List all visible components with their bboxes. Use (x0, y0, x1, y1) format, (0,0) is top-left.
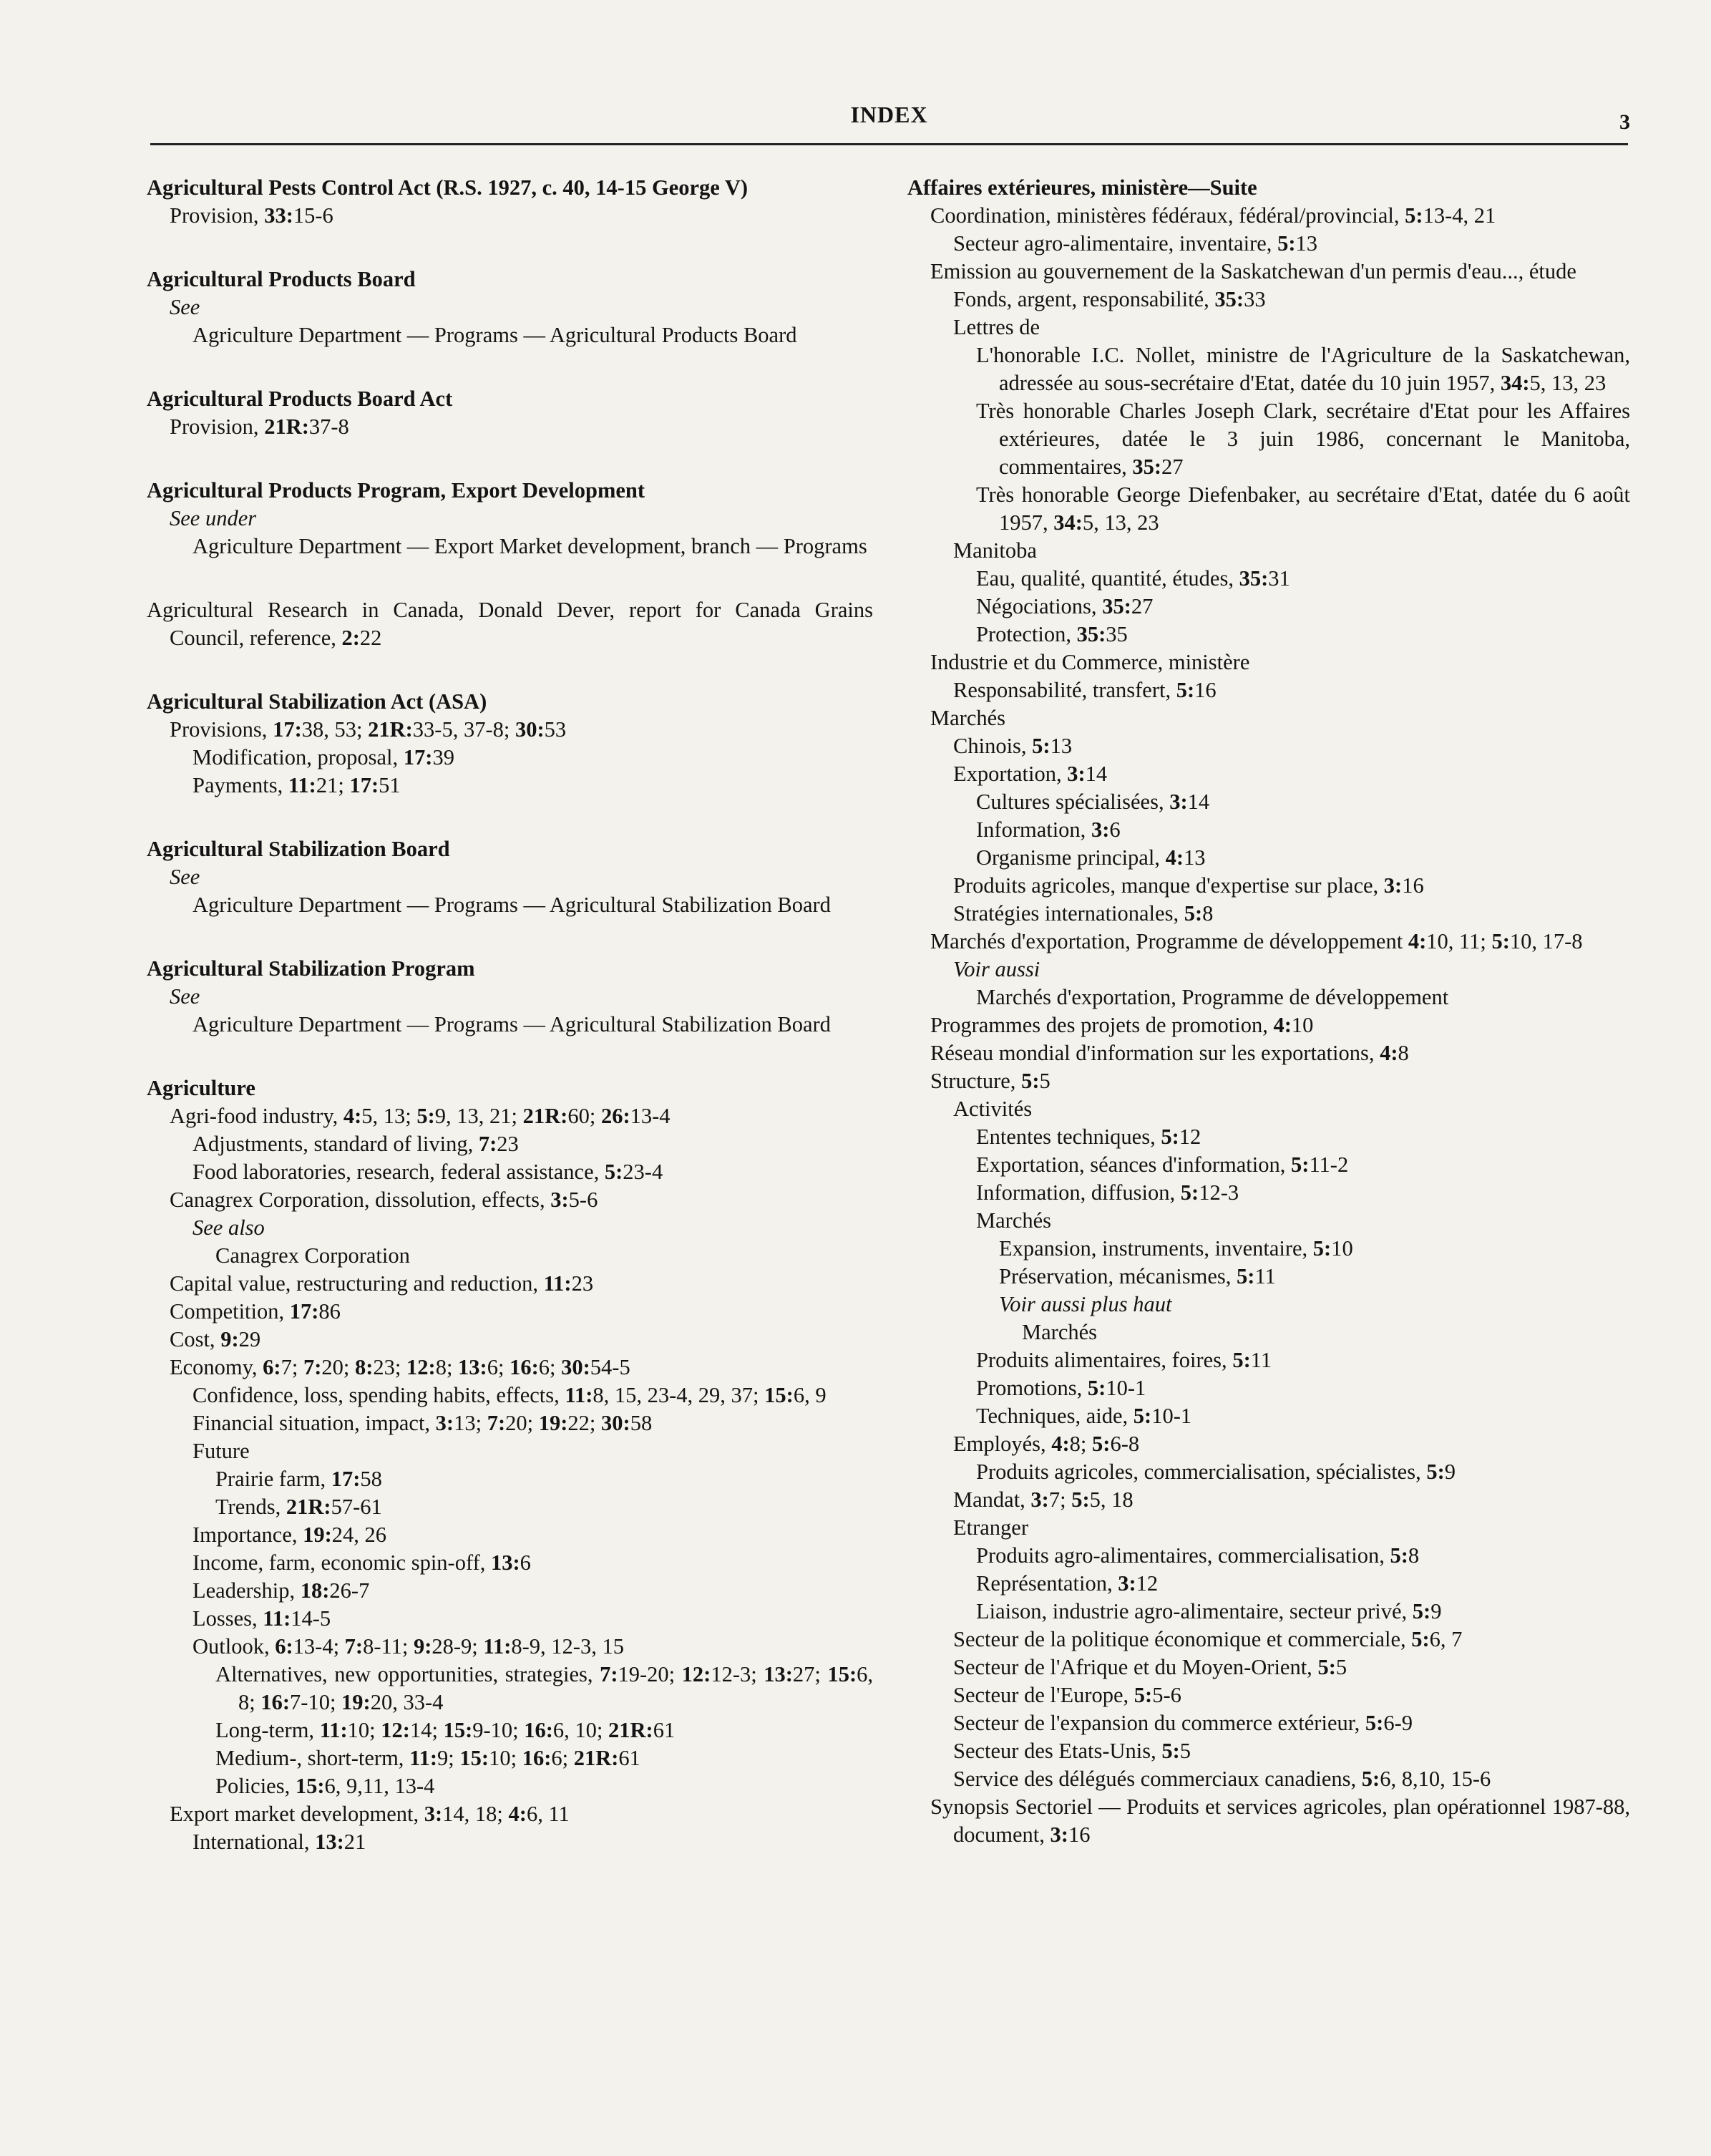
index-entry (907, 174, 1630, 1849)
index-subentry: Provisions, 17:38, 53; 21R:33-5, 37-8; 30:53 (170, 717, 567, 742)
index-subentry: Techniques, aide, 5:10-1 (976, 1404, 1192, 1428)
index-subentry: See (170, 984, 200, 1009)
index-entry (147, 477, 873, 560)
index-subentry: Secteur agro-alimentaire, inventaire, 5:13 (953, 231, 1317, 256)
index-subentry: L'honorable I.C. Nollet, ministre de l'Agriculture de la Saskatchewan, adressée au sous-secrétaire d'Etat, datée du 10 juin 1957, 34:5, 13, 23 (976, 343, 1630, 395)
index-subentry: See under (170, 506, 257, 530)
index-subentry: Représentation, 3:12 (976, 1571, 1159, 1596)
index-subentry: Medium-, short-term, 11:9; 15:10; 16:6; 21R:61 (215, 1746, 640, 1770)
index-subentry: Alternatives, new opportunities, strategies, 7:19-20; 12:12-3; 13:27; 15:6, 8; 16:7-10; 19:20, 33-4 (215, 1662, 873, 1714)
index-subentry: Leadership, 18:26-7 (192, 1578, 370, 1603)
index-subentry: Modification, proposal, 17:39 (192, 745, 454, 769)
index-subentry: Export market development, 3:14, 18; 4:6, 11 (170, 1802, 570, 1826)
index-entry (147, 174, 873, 230)
index-subentry: Réseau mondial d'information sur les exportations, 4:8 (930, 1041, 1409, 1065)
index-subentry: Mandat, 3:7; 5:5, 18 (953, 1487, 1134, 1512)
index-subentry: Synopsis Sectoriel — Produits et services agricoles, plan opérationnel 1987-88, document, 3:16 (930, 1795, 1630, 1847)
index-heading: Agriculture (147, 1076, 255, 1100)
index-subentry: Coordination, ministères fédéraux, fédéral/provincial, 5:13-4, 21 (930, 203, 1496, 228)
index-subentry: Economy, 6:7; 7:20; 8:23; 12:8; 13:6; 16:6; 30:54-5 (170, 1355, 630, 1379)
index-subentry: Chinois, 5:13 (953, 734, 1073, 758)
index-subentry: Eau, qualité, quantité, études, 35:31 (976, 566, 1290, 591)
index-subentry: Négociations, 35:27 (976, 594, 1154, 618)
index-subentry: Prairie farm, 17:58 (215, 1467, 382, 1491)
index-subentry: Expansion, instruments, inventaire, 5:10 (999, 1236, 1353, 1261)
index-subentry: Provision, 33:15-6 (170, 203, 333, 228)
index-subentry: Agriculture Department — Programs — Agricultural Stabilization Board (192, 893, 831, 917)
index-subentry: Marchés (1022, 1320, 1098, 1344)
index-heading: Affaires extérieures, ministère—Suite (907, 175, 1257, 200)
index-subentry: Secteur de l'Afrique et du Moyen-Orient, 5:5 (953, 1655, 1347, 1679)
index-subentry: Voir aussi plus haut (999, 1292, 1172, 1316)
index-subentry: Ententes techniques, 5:12 (976, 1125, 1201, 1149)
index-subentry: Préservation, mécanismes, 5:11 (999, 1264, 1276, 1288)
index-subentry: Produits agro-alimentaires, commercialisation, 5:8 (976, 1543, 1420, 1568)
index-subentry: Food laboratories, research, federal assistance, 5:23-4 (192, 1160, 663, 1184)
index-subentry: Responsabilité, transfert, 5:16 (953, 678, 1217, 702)
index-heading: Agricultural Products Program, Export Development (147, 478, 645, 502)
index-subentry: Cost, 9:29 (170, 1327, 261, 1351)
index-subentry: Produits alimentaires, foires, 5:11 (976, 1348, 1272, 1372)
index-subentry: Exportation, séances d'information, 5:11-2 (976, 1152, 1349, 1177)
index-subentry: Programmes des projets de promotion, 4:10 (930, 1013, 1314, 1037)
index-subentry: Industrie et du Commerce, ministère (930, 650, 1250, 674)
index-subentry: Provision, 21R:37-8 (170, 414, 349, 439)
index-subentry: Organisme principal, 4:13 (976, 845, 1206, 870)
right-column (907, 174, 1630, 1885)
index-subentry: Agriculture Department — Programs — Agricultural Stabilization Board (192, 1012, 831, 1036)
index-subentry: Financial situation, impact, 3:13; 7:20; 19:22; 30:58 (192, 1411, 653, 1435)
index-heading: Agricultural Products Board Act (147, 387, 453, 411)
page-header (150, 100, 1628, 145)
index-subentry: Fonds, argent, responsabilité, 35:33 (953, 287, 1266, 311)
index-subentry: Agri-food industry, 4:5, 13; 5:9, 13, 21; 21R:60; 26:13-4 (170, 1104, 671, 1128)
index-subentry: Secteur de la politique économique et commerciale, 5:6, 7 (953, 1627, 1463, 1651)
index-subentry: Marchés (930, 706, 1006, 730)
index-subentry: Agriculture Department — Export Market development, branch — Programs (192, 534, 867, 558)
index-subentry: Information, diffusion, 5:12-3 (976, 1180, 1239, 1205)
index-subentry: Produits agricoles, commercialisation, spécialistes, 5:9 (976, 1460, 1456, 1484)
index-subentry: Liaison, industrie agro-alimentaire, secteur privé, 5:9 (976, 1599, 1442, 1623)
index-subentry: Produits agricoles, manque d'expertise sur place, 3:16 (953, 873, 1424, 898)
index-subentry: Adjustments, standard of living, 7:23 (192, 1132, 519, 1156)
index-subentry: Employés, 4:8; 5:6-8 (953, 1432, 1140, 1456)
index-entry (147, 385, 873, 441)
index-subentry: Long-term, 11:10; 12:14; 15:9-10; 16:6, 10; 21R:61 (215, 1718, 676, 1742)
index-subentry: Capital value, restructuring and reduction, 11:23 (170, 1271, 594, 1296)
index-subentry: Canagrex Corporation, dissolution, effects, 3:5-6 (170, 1188, 598, 1212)
index-subentry: Marchés d'exportation, Programme de développement 4:10, 11; 5:10, 17-8 (930, 929, 1583, 953)
index-subentry: Manitoba (953, 538, 1037, 563)
index-subentry: Competition, 17:86 (170, 1299, 341, 1324)
index-heading: Agricultural Research in Canada, Donald Dever, report for Canada Grains Council, reference, 2:22 (147, 598, 873, 650)
index-subentry: Exportation, 3:14 (953, 762, 1108, 786)
index-entry (147, 688, 873, 800)
index-subentry: Structure, 5:5 (930, 1069, 1051, 1093)
index-subentry: Promotions, 5:10-1 (976, 1376, 1146, 1400)
index-subentry: Etranger (953, 1515, 1028, 1540)
index-subentry: Future (192, 1439, 250, 1463)
index-subentry: Très honorable Charles Joseph Clark, secrétaire d'Etat pour les Affaires extérieures, datée le 3 juin 1986, concernant le Manitoba, commentaires, 35:27 (976, 399, 1630, 479)
index-subentry: See also (192, 1215, 265, 1240)
index-entry (147, 266, 873, 349)
index-subentry: Policies, 15:6, 9,11, 13-4 (215, 1774, 435, 1798)
index-entry (147, 596, 873, 652)
index-subentry: Income, farm, economic spin-off, 13:6 (192, 1550, 531, 1575)
index-subentry: See (170, 865, 200, 889)
index-heading: Agricultural Pests Control Act (R.S. 1927, c. 40, 14-15 George V) (147, 175, 749, 200)
index-subentry: Cultures spécialisées, 3:14 (976, 790, 1210, 814)
index-subentry: Canagrex Corporation (215, 1243, 410, 1268)
index-subentry: Voir aussi (953, 957, 1040, 981)
index-entry (147, 835, 873, 919)
index-subentry: Information, 3:6 (976, 817, 1121, 842)
index-heading: Agricultural Stabilization Program (147, 956, 475, 981)
index-subentry: Payments, 11:21; 17:51 (192, 773, 401, 797)
index-heading: Agricultural Stabilization Board (147, 837, 450, 861)
index-subentry: Secteur de l'expansion du commerce extérieur, 5:6-9 (953, 1711, 1413, 1735)
index-subentry: Confidence, loss, spending habits, effects, 11:8, 15, 23-4, 29, 37; 15:6, 9 (192, 1383, 827, 1407)
index-subentry: Secteur de l'Europe, 5:5-6 (953, 1683, 1181, 1707)
index-subentry: Losses, 11:14-5 (192, 1606, 331, 1631)
index-subentry: Stratégies internationales, 5:8 (953, 901, 1214, 926)
index-subentry: See (170, 295, 200, 319)
index-subentry: Service des délégués commerciaux canadiens, 5:6, 8,10, 15-6 (953, 1767, 1491, 1791)
page-number: 3 (1619, 110, 1630, 134)
page-title: INDEX (850, 102, 928, 127)
index-subentry: Trends, 21R:57-61 (215, 1495, 382, 1519)
index-subentry: Protection, 35:35 (976, 622, 1128, 646)
index-subentry: Importance, 19:24, 26 (192, 1523, 387, 1547)
index-subentry: Activités (953, 1097, 1033, 1121)
left-column (147, 174, 873, 1892)
index-subentry: Lettres de (953, 315, 1040, 339)
index-subentry: Outlook, 6:13-4; 7:8-11; 9:28-9; 11:8-9, 12-3, 15 (192, 1634, 624, 1659)
index-subentry: Emission au gouvernement de la Saskatchewan d'un permis d'eau..., étude (930, 259, 1576, 283)
index-subentry: Très honorable George Diefenbaker, au secrétaire d'Etat, datée du 6 août 1957, 34:5, 13, 23 (976, 482, 1630, 535)
index-subentry: Marchés (976, 1208, 1052, 1233)
index-heading: Agricultural Stabilization Act (ASA) (147, 689, 487, 714)
index-heading: Agricultural Products Board (147, 267, 416, 291)
index-entry (147, 1074, 873, 1856)
index-entry (147, 955, 873, 1039)
index-subentry: International, 13:21 (192, 1830, 366, 1854)
index-subentry: Agriculture Department — Programs — Agricultural Products Board (192, 323, 797, 347)
index-subentry: Marchés d'exportation, Programme de développement (976, 985, 1449, 1009)
index-subentry: Secteur des Etats-Unis, 5:5 (953, 1739, 1191, 1763)
